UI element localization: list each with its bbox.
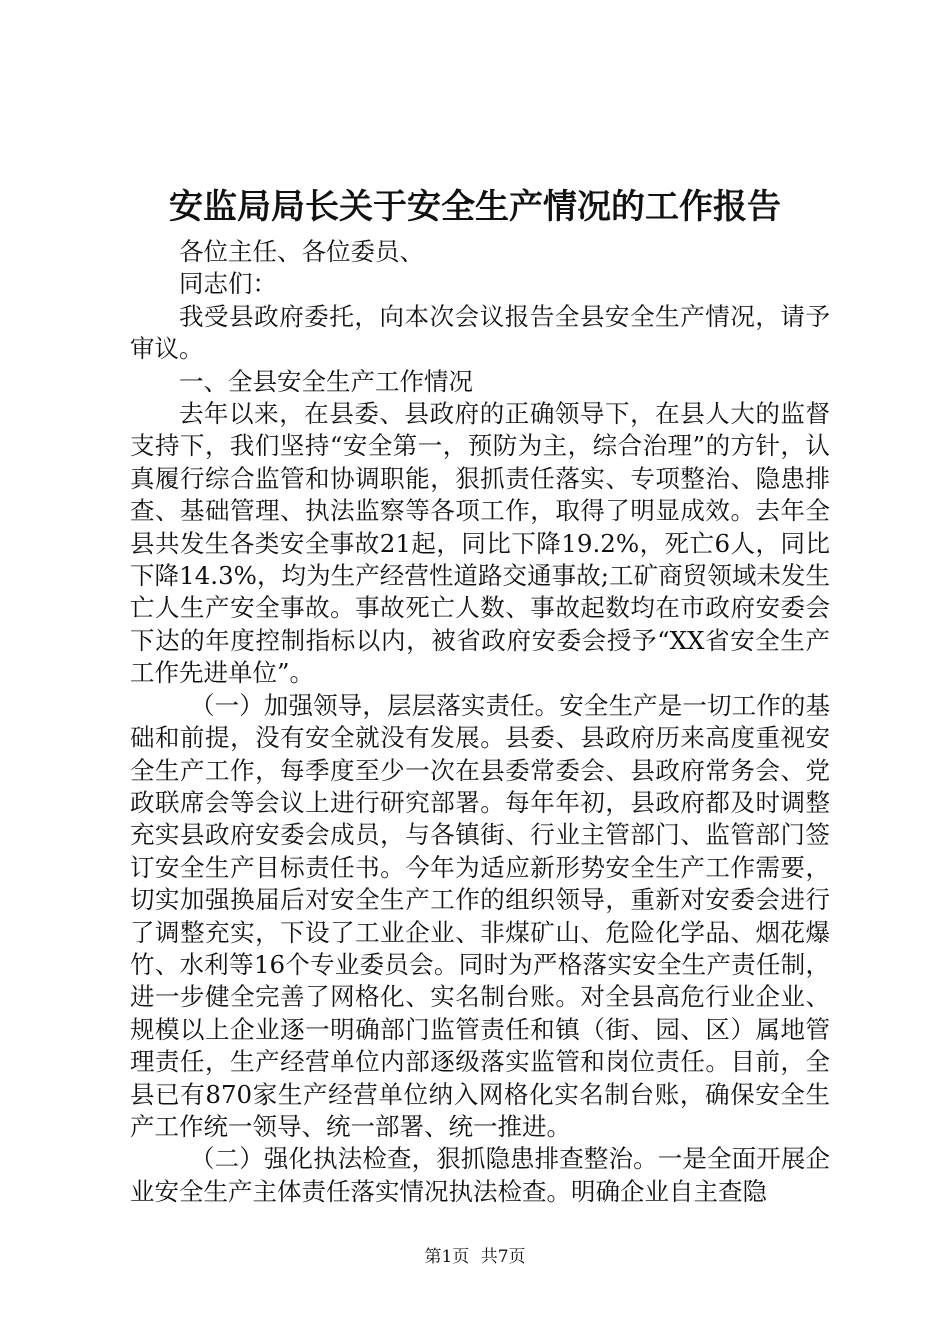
page-number: 第1页	[424, 1247, 470, 1267]
section-heading: 一、全县安全生产工作情况	[179, 366, 473, 396]
body-paragraph: 去年以来，在县委、县政府的正确领导下，在县人大的监督支持下，我们坚持“安全第一，预防为主，综合治理”的方针，认真履行综合监管和协调职能，狠抓责任落实、专项整治、隐患排查、基础管理、执法监察等各项工作，取得了明显成效。去年全县共发生各类安全事故21起，同比下降19.2%，死亡6人，同比下降14.3%，均为生产经营性道路交通事故;工矿商贸领域未发生亡人生产安全事故。事故死亡人数、事故起数均在市政府安委会下达的年度控制指标以内，被省政府安委会授予“XX省安全生产工作先进单位”。	[130, 399, 830, 688]
body-paragraph: （二）强化执法检查，狠抓隐患排查整治。一是全面开展企业安全生产主体责任落实情况执法检查。明确企业自主查隐	[130, 1144, 830, 1206]
salutation-line-1: 各位主任、各位委员、	[179, 237, 424, 266]
page-total: 共7页	[480, 1247, 526, 1267]
salutation-line-2: 同志们：	[179, 269, 277, 299]
body-paragraph: （一）加强领导，层层落实责任。安全生产是一切工作的基础和前提，没有安全就没有发展。县委、县政府历来高度重视安全生产工作，每季度至少一次在县委常委会、县政府常务会、党政联席会等会议上进行研究部署。每年年初，县政府都及时调整充实县政府安委会成员，与各镇街、行业主管部门、监管部门签订安全生产目标责任书。今年为适应新形势安全生产工作需要，切实加强换届后对安全生产工作的组织领导，重新对安委会进行了调整充实，下设了工业企业、非煤矿山、危险化学品、烟花爆竹、水利等16个专业委员会。同时为严格落实安全生产责任制，进一步健全完善了网格化、实名制台账。对全县高危行业企业、规模以上企业逐一明确部门监管责任和镇（街、园、区）属地管理责任，生产经营单位内部逐级落实监管和岗位责任。目前，全县已有870家生产经营单位纳入网格化实名制台账，确保安全生产工作统一领导、统一部署、统一推进。	[130, 690, 830, 1141]
document-body	[130, 236, 830, 1208]
intro-paragraph: 我受县政府委托，向本次会议报告全县安全生产情况，请予审议。	[130, 301, 830, 364]
document-title: 安监局局长关于安全生产情况的工作报告	[169, 187, 781, 227]
page-footer	[0, 1245, 950, 1269]
